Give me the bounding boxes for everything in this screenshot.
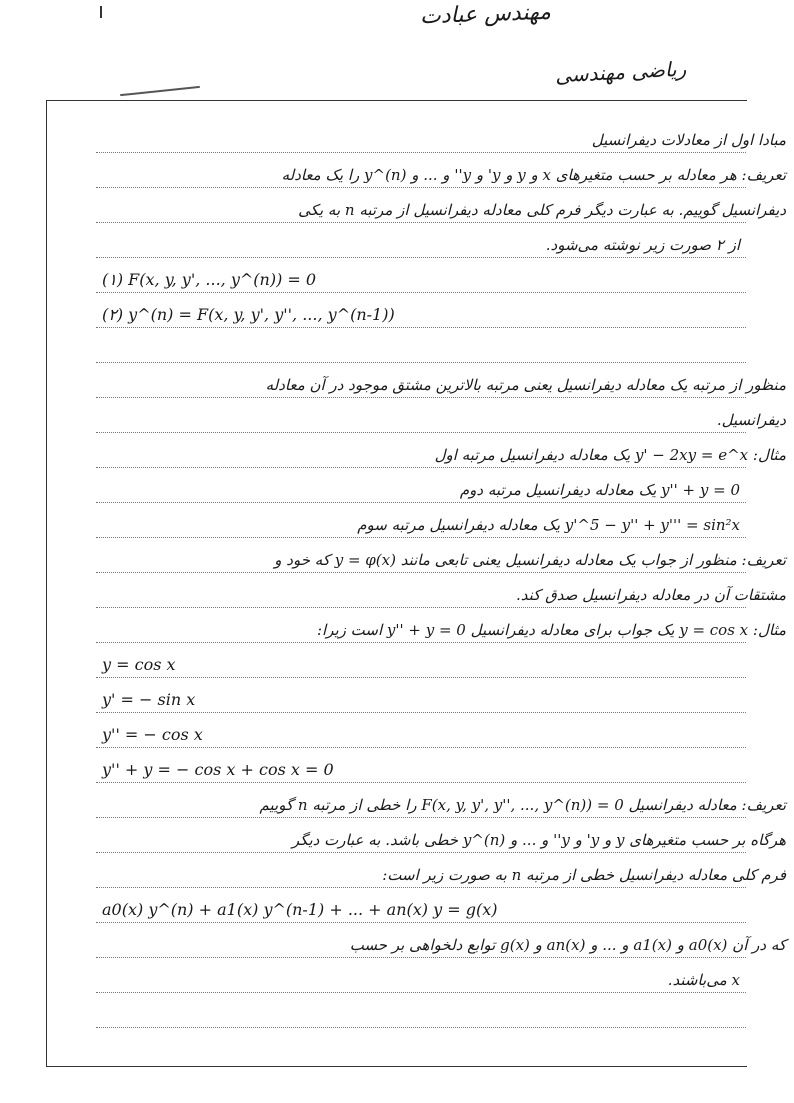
margin-scratch xyxy=(120,86,200,96)
solution-definition: مشتقات آن در معادله دیفرانسیل صدق کند. xyxy=(516,586,786,604)
ruled-line xyxy=(96,188,786,223)
linear-equation: a0(x) y^(n) + a1(x) y^(n-1) + ... + an(x) y = g(x) xyxy=(102,900,498,919)
order-definition: دیفرانسیل. xyxy=(716,411,786,429)
ruled-line xyxy=(96,118,786,153)
ruled-line xyxy=(96,538,786,573)
equation-line: y'' = − cos x xyxy=(102,725,203,744)
ruled-line xyxy=(96,153,786,188)
equation-line: y'' + y = − cos x + cos x = 0 xyxy=(102,760,334,779)
ruled-line xyxy=(96,363,786,398)
ruled-line xyxy=(96,713,746,748)
equation-line: y' = − sin x xyxy=(102,690,196,709)
author-title: مهندس عبادت xyxy=(419,0,552,30)
example-line: y'' + y = 0 یک معادله دیفرانسیل مرتبه دوم xyxy=(459,481,740,499)
ruled-line xyxy=(96,328,746,363)
ruled-line xyxy=(96,503,746,538)
linear-definition: هرگاه بر حسب متغیرهای y و y' و y'' و ... و y^(n) خطی باشد. به عبارت دیگر xyxy=(291,831,786,849)
ruled-line xyxy=(96,398,786,433)
solution-definition: تعریف: منظور از جواب یک معادله دیفرانسیل یعنی تابعی مانند y = φ(x) که خود و xyxy=(274,551,786,569)
linear-explanation: که در آن a0(x) و a1(x) و ... و an(x) و g(x) توابع دلخواهی بر حسب xyxy=(349,936,786,954)
linear-explanation: x می‌باشند. xyxy=(667,971,740,989)
example-line: مثال: y' − 2xy = e^x یک معادله دیفرانسیل مرتبه اول xyxy=(434,446,786,464)
equation-1: (۱) F(x, y, y', ..., y^(n)) = 0 xyxy=(102,270,317,289)
ruled-line xyxy=(96,223,746,258)
definition-text: از ۲ صورت زیر نوشته می‌شود. xyxy=(545,236,740,254)
ruled-line xyxy=(96,783,786,818)
linear-definition: تعریف: معادله دیفرانسیل F(x, y, y', y'', ..., y^(n)) = 0 را خطی از مرتبه n گوییم xyxy=(259,796,786,814)
ruled-line xyxy=(96,993,746,1028)
notebook-lines xyxy=(96,118,786,1028)
ruled-line xyxy=(96,433,786,468)
definition-text: تعریف: هر معادله بر حسب متغیرهای x و y و y' و y'' و ... و y^(n) را یک معادله xyxy=(281,166,786,184)
order-definition: منظور از مرتبه یک معادله دیفرانسیل یعنی مرتبه بالاترین مشتق موجود در آن معادله xyxy=(265,376,786,394)
definition-text: دیفرانسیل گوییم. به عبارت دیگر فرم کلی معادله دیفرانسیل از مرتبه n به یکی xyxy=(298,201,786,219)
ruled-line xyxy=(96,573,786,608)
equation-2: (۲) y^(n) = F(x, y, y', y'', ..., y^(n-1)) xyxy=(102,305,395,324)
example-line: مثال: y = cos x یک جواب برای معادله دیفرانسیل y'' + y = 0 است زیرا: xyxy=(316,621,786,639)
ruled-line xyxy=(96,678,746,713)
ruled-line xyxy=(96,958,746,993)
ruled-line xyxy=(96,608,786,643)
linear-definition: فرم کلی معادله دیفرانسیل خطی از مرتبه n به صورت زیر است: xyxy=(382,866,786,884)
course-title: ریاضی مهندسی xyxy=(554,56,687,88)
section-heading: مبادا اول از معادلات دیفرانسیل xyxy=(591,131,786,149)
ruled-line xyxy=(96,853,786,888)
ruled-line xyxy=(96,293,746,328)
ruled-line xyxy=(96,258,746,293)
ruled-line xyxy=(96,643,746,678)
corner-mark xyxy=(100,6,102,18)
equation-line: y = cos x xyxy=(102,655,176,674)
ruled-line xyxy=(96,818,786,853)
example-line: y'^5 − y'' + y''' = sin²x یک معادله دیفرانسیل مرتبه سوم xyxy=(357,516,740,534)
ruled-line xyxy=(96,748,746,783)
ruled-line xyxy=(96,468,746,503)
ruled-line xyxy=(96,888,746,923)
ruled-line xyxy=(96,923,786,958)
